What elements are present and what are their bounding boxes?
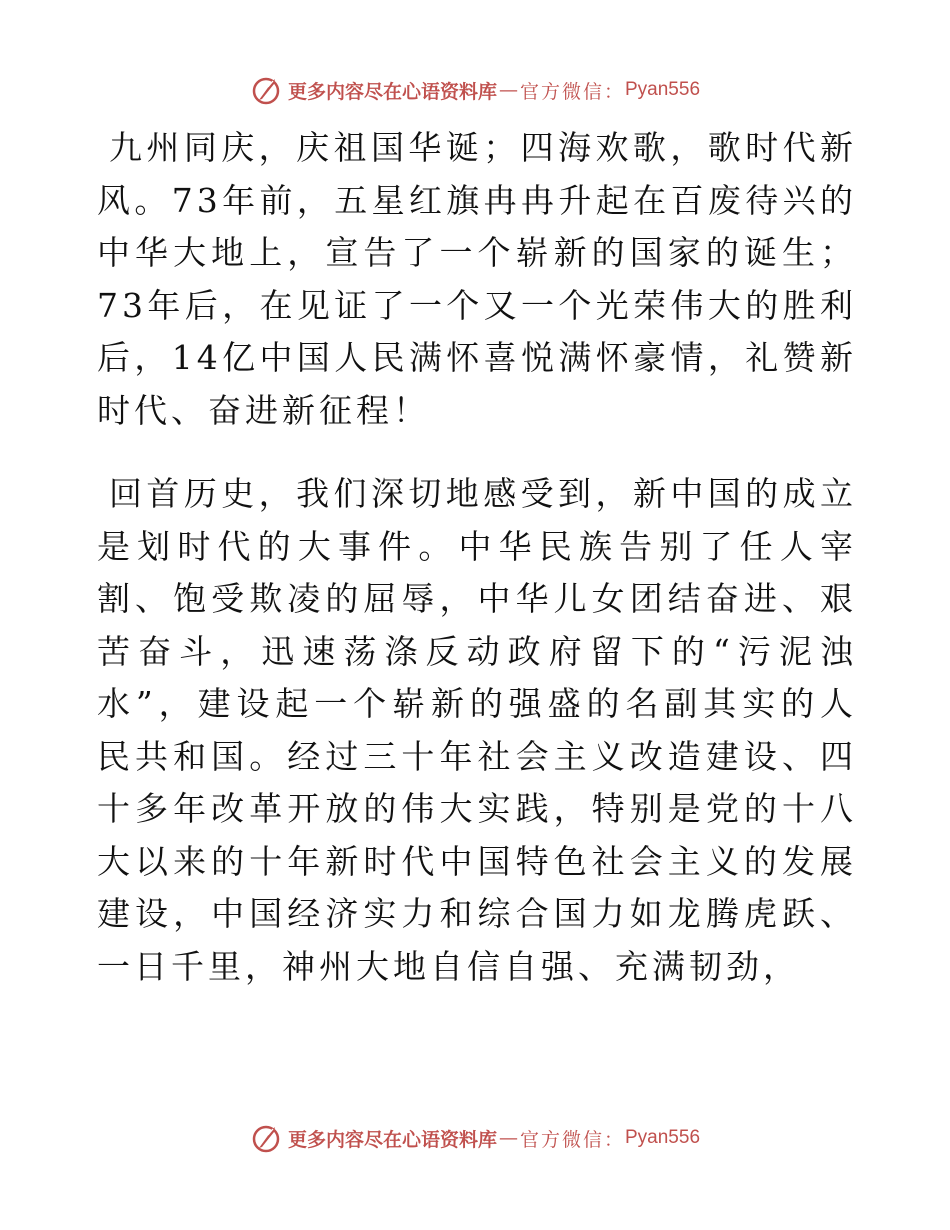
footer-banner-text: 更多内容尽在心语资料库 <box>287 1128 497 1151</box>
header-wechat-id: Pyan556 <box>625 79 701 100</box>
header-banner-dash: — <box>498 79 518 101</box>
paragraph-1: 九州同庆，庆祖国华诞；四海欢歌，歌时代新风。73年前，五星红旗冉冉升起在百废待兴的中华大地上，宣告了一个崭新的国家的诞生；73年后，在见证了一个又一个光荣伟大的胜利后，14亿中国人民满怀喜悦满怀豪情，礼赞新时代、奋进新征程！ <box>97 128 857 430</box>
quill-logo-icon <box>250 1122 282 1154</box>
footer-banner <box>0 1118 950 1158</box>
quill-logo-icon <box>250 74 282 106</box>
header-official-label: 官方微信： <box>519 80 625 103</box>
header-banner-text: 更多内容尽在心语资料库 <box>287 80 497 103</box>
paragraph-2: 回首历史，我们深切地感受到，新中国的成立是划时代的大事件。中华民族告别了任人宰割、饱受欺凌的屈辱，中华儿女团结奋进、艰苦奋斗，迅速荡涤反动政府留下的“污泥浊水”，建设起一个崭新的强盛的名副其实的人民共和国。经过三十年社会主义改造建设、四十多年改革开放的伟大实践，特别是党的十八大以来的十年新时代中国特色社会主义的发展建设，中国经济实力和综合国力如龙腾虎跃、一日千里，神州大地自信自强、充满韧劲， <box>97 474 857 986</box>
footer-official-label: 官方微信： <box>519 1128 625 1151</box>
footer-banner-dash: — <box>498 1127 518 1149</box>
footer-wechat-id: Pyan556 <box>625 1127 701 1148</box>
header-banner <box>0 70 950 110</box>
document-body <box>97 122 857 993</box>
